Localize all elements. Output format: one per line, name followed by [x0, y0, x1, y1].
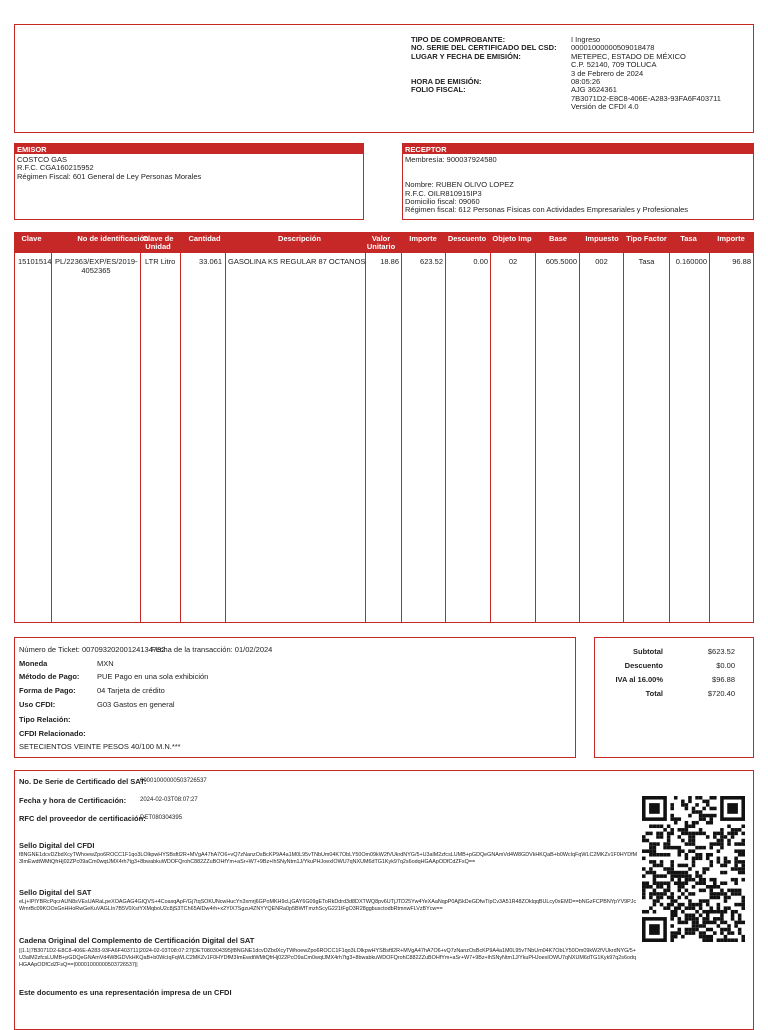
receptor-title: RECEPTOR: [403, 144, 753, 154]
cert-date-value: 2024-02-03T08:07:27: [140, 797, 198, 803]
header-value: 3 de Febrero de 2024: [571, 68, 644, 78]
header-labels: [411, 35, 571, 94]
cell-descuento: 0.00: [473, 257, 488, 266]
sat-certification-panel: [14, 770, 754, 1030]
sello-sat-value: eLj+IPIYBRcPqcrAUN8sVEsUARaLpeXOAGAG4GIQVS+4CoaxqApF/Gj7tqSOKUNcwHucYn3xmrj6GPoMKH9cLjGAY6G09gEToRkDdrd3d8DXTWQ8pv6UTjJTD25Yw4YeXAaNqpP0Aj5kDeGDfwTipCv3A51R48ZOklqqBULcy0xEMD==bNGzFCPBNYpYV9PJcWmrBc09KOOxGnHHoRwGeKuVAGLIn7B5V0XstYXMqboU2c8jS3TCh65AIDw4rh+x2YIX7Sgzu4ZNYYQENRa0p5BWfTmzhScyG221tFgO3R28ggbusctodbRtmnwFLVzBYcw==: [19, 899, 637, 912]
column-divider: [623, 253, 624, 622]
sat-cert-value: 00001000000503726537: [140, 778, 207, 784]
rfc-provider-label: RFC del proveedor de certificación:: [19, 814, 146, 823]
payment-info-panel: [14, 637, 576, 758]
receptor-panel: [402, 143, 754, 220]
header-value: 00001000000509018478: [571, 43, 655, 53]
cert-date-label: Fecha y hora de Certificación:: [19, 796, 127, 805]
total-label: Total: [645, 689, 663, 698]
sat-cert-label: No. De Serie de Certificado del SAT:: [19, 777, 147, 786]
header-values: [571, 35, 751, 111]
col-header: Descuento: [447, 234, 487, 243]
column-divider: [669, 253, 670, 622]
cell-valor-unitario: 18.86: [380, 257, 399, 266]
col-header: Impuesto: [585, 234, 619, 243]
header-value: C.P. 52140, 709 TOLUCA: [571, 60, 657, 70]
footer-note: Este documento es una representación impresa de un CFDI: [19, 988, 232, 997]
payment-value: PUE Pago en una sola exhibición: [97, 672, 209, 681]
col-header: Clave de Unidad: [142, 234, 174, 251]
column-divider: [445, 253, 446, 622]
col-header: Importe: [717, 234, 745, 243]
table-header: [15, 233, 753, 253]
document-header: [14, 24, 754, 133]
cell-clave-unidad: LTR Litro: [145, 257, 176, 266]
col-header: Objeto Imp: [492, 234, 532, 243]
col-header: Cantidad: [188, 234, 221, 243]
amount-in-words: SETECIENTOS VEINTE PESOS 40/100 M.N.***: [19, 742, 181, 751]
column-divider: [51, 253, 52, 622]
receptor-line: R.F.C. OILR810915IP3: [405, 188, 482, 198]
total-value: $720.40: [707, 689, 735, 698]
column-divider: [579, 253, 580, 622]
cell-no-identificacion: PL/22363/EXP/ES/2019- 4052365: [55, 257, 138, 275]
sello-sat-label: Sello Digital del SAT: [19, 888, 92, 897]
col-header: No de identificación: [77, 234, 149, 243]
header-label: LUGAR Y FECHA DE EMISIÓN:: [411, 51, 521, 61]
col-header: Valor Unitario: [366, 234, 396, 251]
header-label: FOLIO FISCAL:: [411, 85, 466, 95]
col-header: Base: [549, 234, 567, 243]
payment-label: Moneda: [19, 659, 48, 668]
col-header: Descripción: [278, 234, 321, 243]
payment-label: Tipo Relación:: [19, 715, 71, 724]
receptor-line: Nombre: RUBEN OLIVO LOPEZ: [405, 180, 514, 190]
total-value: $0.00: [716, 661, 735, 670]
totals-panel: [594, 637, 754, 758]
transaction-date: Fecha de la transacción: 01/02/2024: [151, 645, 273, 654]
receptor-line: Régimen fiscal: 612 Personas Físicas con Actividades Empresariales y Profesionales: [405, 205, 689, 215]
payment-value: 04 Tarjeta de crédito: [97, 686, 165, 695]
header-value: AJG 3624361: [571, 85, 617, 95]
receptor-line: Domicilio fiscal: 09060: [405, 196, 480, 206]
receptor-line: [405, 172, 751, 180]
header-value: 7B3071D2-E8C8-406E-A283-93FA6F403711: [571, 93, 721, 103]
payment-label: Uso CFDI:: [19, 700, 56, 709]
concepts-table: [14, 232, 754, 623]
emisor-line: Régimen Fiscal: 601 General de Ley Personas Morales: [17, 171, 202, 181]
header-value: I Ingreso: [571, 35, 601, 44]
cell-cantidad: 33.061: [199, 257, 222, 266]
cell-tasa: 0.160000: [675, 257, 707, 266]
qr-code-icon: [642, 796, 745, 942]
cell-objeto-imp: 02: [508, 257, 518, 266]
col-header: Tasa: [680, 234, 697, 243]
header-label: NO. SERIE DEL CERTIFICADO DEL CSD:: [411, 43, 557, 53]
column-divider: [535, 253, 536, 622]
header-value: METEPEC, ESTADO DE MÉXICO: [571, 51, 686, 61]
header-label: HORA DE EMISIÓN:: [411, 76, 482, 86]
column-divider: [180, 253, 181, 622]
column-divider: [140, 253, 141, 622]
total-label: Descuento: [624, 661, 663, 670]
cell-descripcion: GASOLINA KS REGULAR 87 OCTANOS: [228, 257, 366, 266]
column-divider: [490, 253, 491, 622]
cadena-original-label: Cadena Original del Complemento de Certificación Digital del SAT: [19, 936, 255, 945]
cell-base: 605.5000: [545, 257, 577, 266]
column-divider: [365, 253, 366, 622]
rfc-provider-value: DET080304395: [140, 815, 183, 821]
header-value: 08:05:26: [571, 76, 601, 86]
emisor-title: EMISOR: [15, 144, 363, 154]
col-header: Clave: [21, 234, 42, 243]
header-label: [411, 60, 571, 68]
cadena-original-value: ||1.1|7B3071D2-E8C8-406E-A283-93FA6F403711|2024-02-03T08:07:27|DET080304395|f8NGNE1dcvDZbdXcyTWhoewZpo6ROCC1F1qo3LOlkpwHYSBsftl2R+MVgA47hA7O6+vQ7zNanzOsBcKP9A4a1M0L95vTNbUm04K7ObLY50Om09kW2fVUkrdNYG/5+U3alM2zfcsLUMB+pGDQeGNAmVd4W8GDVkHKQaB+b0WcIqFqWLC2MKZv1F0HYDfM3ImEwdtWMtQfrHj022PcO9aCm0wqtJMX4rh7tg3+8bwabkuWDOFQrohC882ZZuBOHfYm+aSr+W7+9Bz+lhSNyNtm1J/YkuPHJoexIOWU7qNXUM6dTG1Kyk97q2s6odqHGAApODfCdZFsQ==|00001000000503726537||: [19, 948, 636, 968]
header-label: [411, 69, 571, 77]
payment-label: CFDI Relacionado:: [19, 729, 86, 738]
ticket-number: Número de Ticket: 0070932020012413473​2: [19, 645, 166, 654]
receptor-line: [405, 163, 751, 171]
cell-impuesto: 002: [595, 257, 608, 266]
column-divider: [709, 253, 710, 622]
total-value: $623.52: [707, 647, 735, 656]
emisor-line: R.F.C. CGA160215952: [17, 163, 94, 173]
cell-clave: 15101514: [18, 257, 52, 266]
col-header: Importe: [409, 234, 437, 243]
column-divider: [401, 253, 402, 622]
cell-tipo-factor: Tasa: [638, 257, 655, 266]
cell-importe: 623.52: [420, 257, 443, 266]
col-header: Tipo Factor: [626, 234, 667, 243]
emisor-panel: [14, 143, 364, 220]
header-label: TIPO DE COMPROBANTE:: [411, 35, 506, 44]
payment-value: MXN: [97, 659, 114, 668]
total-value: $96.88: [712, 675, 735, 684]
total-label: Subtotal: [633, 647, 663, 656]
total-label: IVA al 16.00%: [615, 675, 663, 684]
sello-cfdi-label: Sello Digital del CFDI: [19, 841, 95, 850]
receptor-line: Membresía: 900037924580: [405, 155, 497, 164]
payment-label: Método de Pago:: [19, 672, 80, 681]
payment-value: G03 Gastos en general: [97, 700, 175, 709]
column-divider: [225, 253, 226, 622]
emisor-line: COSTCO GAS: [17, 155, 68, 164]
payment-label: Forma de Pago:: [19, 686, 76, 695]
sello-cfdi-value: f8NGNE1dcvDZbdXcyTWhoewZpo6ROCC1F1qo3LOlkpwHYSBsftl2R+MVgA47hA7O6+vQ7zNanzOsBcKP9A4a1M0L95vTNbUm04K7ObLY50Om09kW2fVUkrdNYG/5+U3alM2zfcsLUMB+pGDQeGNAmVd4W8GDVkHKQaB+b0WcIqFqWLC2MKZv1F0HYDfM3ImEwdtWMtQfrHj02ZPc09aCm0wqtJMX4rh7tg3+8bwabkuWDOFQrohC882ZZuBOHfYm+aSr+W7+9Bz+lhSNyNtm1J/YkuPHJoexIOWU7qNXUM6dTG1Kyk97q2s6odqHGAApODfCdZFsQ==: [19, 852, 638, 865]
header-value: Versión de CFDI 4.0: [571, 102, 639, 112]
cell-importe-impuesto: 96.88: [732, 257, 751, 266]
